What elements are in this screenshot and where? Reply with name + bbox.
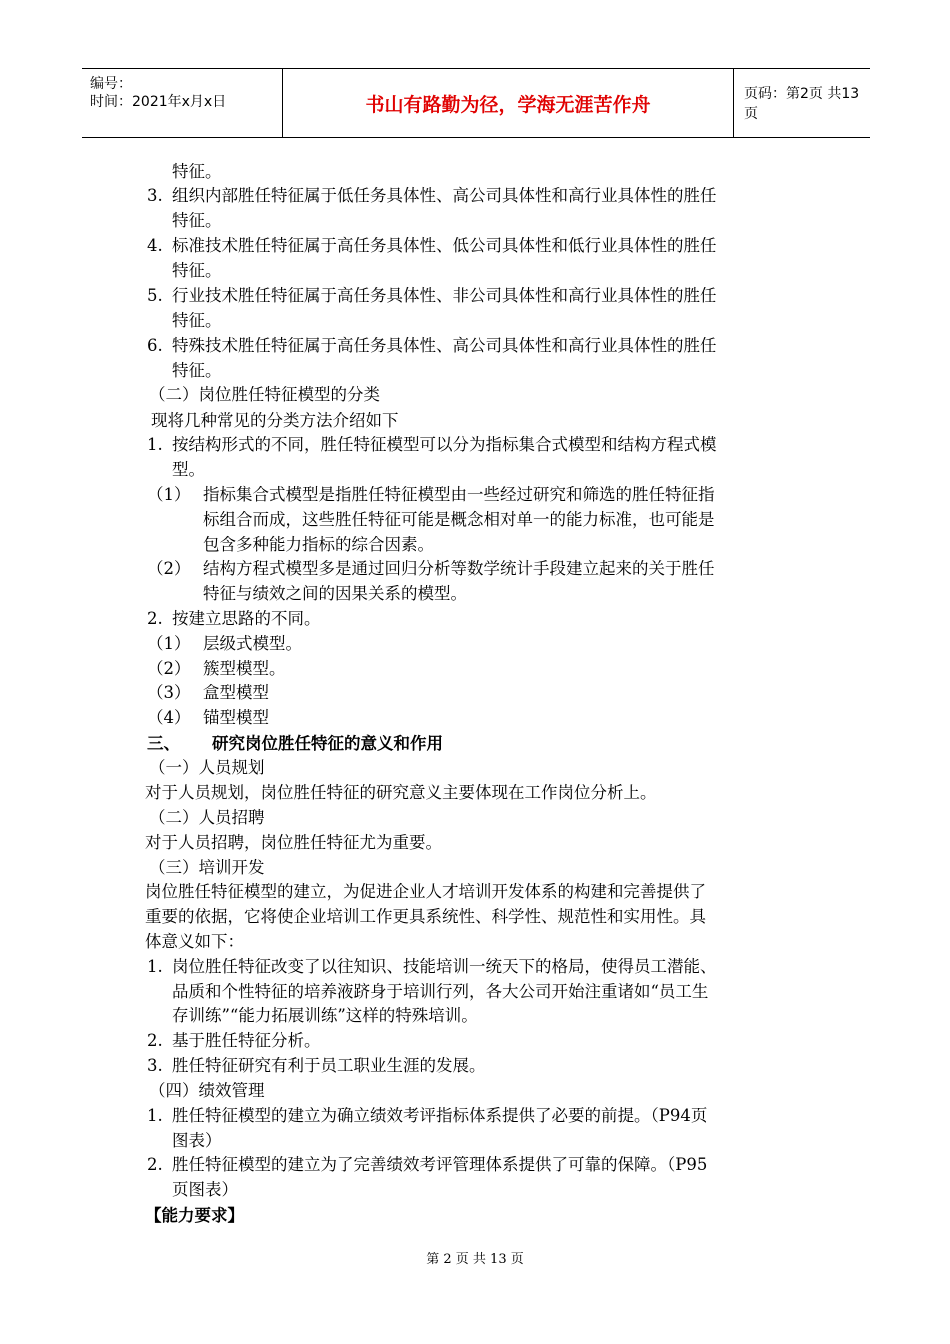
text-line: 岗位胜任特征改变了以往知识、技能培训一统天下的格局，使得员工潜能、 [172, 957, 717, 976]
list-number: 1. [147, 435, 163, 454]
text-line: 锚型模型 [203, 708, 269, 727]
text-line: 特征。 [172, 162, 222, 181]
text-line: 现将几种常见的分类方法介绍如下 [151, 411, 399, 430]
page-header [82, 68, 870, 138]
list-number: 三、 [147, 734, 180, 753]
text-line: 体意义如下： [145, 932, 244, 951]
header-page-info: 页码：第2页 共13页 [744, 86, 860, 122]
text-line: 胜任特征模型的建立为了完善绩效考评管理体系提供了可靠的保障。（P95 [172, 1155, 708, 1174]
list-number: 6. [147, 336, 163, 355]
text-line: 【能力要求】 [145, 1206, 244, 1225]
text-line: 存训练”“能力拓展训练”这样的特殊培训。 [172, 1006, 478, 1025]
text-line: 盒型模型 [203, 683, 269, 702]
list-number: （2） [147, 659, 191, 678]
text-line: 指标集合式模型是指胜任特征模型由一些经过研究和筛选的胜任特征指 [203, 485, 715, 504]
list-number: （4） [147, 708, 191, 727]
text-line: （三）培训开发 [149, 858, 265, 877]
text-line: 页图表） [172, 1180, 238, 1199]
text-line: 包含多种能力指标的综合因素。 [203, 535, 434, 554]
header-motto: 书山有路勤为径，学海无涯苦作舟 [282, 69, 734, 137]
text-line: 按结构形式的不同，胜任特征模型可以分为指标集合式模型和结构方程式模 [172, 435, 717, 454]
list-number: 2. [147, 1155, 163, 1174]
text-line: 研究岗位胜任特征的意义和作用 [212, 734, 443, 753]
text-line: 层级式模型。 [203, 634, 302, 653]
text-line: 按建立思路的不同。 [172, 609, 321, 628]
list-number: （1） [147, 634, 191, 653]
list-number: 5. [147, 286, 163, 305]
text-line: 特征。 [172, 261, 222, 280]
text-line: 特征。 [172, 211, 222, 230]
text-line: 特征。 [172, 361, 222, 380]
text-line: 簇型模型。 [203, 659, 286, 678]
doc-time-label: 时间：2021年x月x日 [90, 94, 227, 110]
text-line: 特征与绩效之间的因果关系的模型。 [203, 584, 467, 603]
text-line: （二）人员招聘 [149, 808, 265, 827]
text-line: 对于人员招聘，岗位胜任特征尤为重要。 [145, 833, 442, 852]
text-line: 品质和个性特征的培养液跻身于培训行列，各大公司开始注重诸如“员工生 [172, 982, 709, 1001]
text-line: 胜任特征模型的建立为确立绩效考评指标体系提供了必要的前提。（P94页 [172, 1106, 708, 1125]
text-line: 标组合而成，这些胜任特征可能是概念相对单一的能力标准，也可能是 [203, 510, 715, 529]
text-line: 行业技术胜任特征属于高任务具体性、非公司具体性和高行业具体性的胜任 [172, 286, 717, 305]
text-line: 结构方程式模型多是通过回归分析等数学统计手段建立起来的关于胜任 [203, 559, 715, 578]
text-line: 特殊技术胜任特征属于高任务具体性、高公司具体性和高行业具体性的胜任 [172, 336, 717, 355]
list-number: （3） [147, 683, 191, 702]
text-line: 重要的依据，它将使企业培训工作更具系统性、科学性、规范性和实用性。具 [145, 907, 706, 926]
text-line: （一）人员规划 [149, 758, 265, 777]
list-number: 2. [147, 609, 163, 628]
text-line: 型。 [172, 460, 205, 479]
text-line: 对于人员规划，岗位胜任特征的研究意义主要体现在工作岗位分析上。 [145, 783, 657, 802]
list-number: 4. [147, 236, 163, 255]
list-number: （1） [147, 485, 191, 504]
doc-id-label: 编号： [90, 76, 132, 92]
header-meta [82, 69, 282, 137]
page-footer: 第 2 页 共 13 页 [426, 1252, 524, 1267]
text-line: 胜任特征研究有利于员工职业生涯的发展。 [172, 1056, 486, 1075]
text-line: 岗位胜任特征模型的建立，为促进企业人才培训开发体系的构建和完善提供了 [145, 882, 706, 901]
list-number: 3. [147, 1056, 163, 1075]
list-number: 1. [147, 1106, 163, 1125]
list-number: 2. [147, 1031, 163, 1050]
text-line: 组织内部胜任特征属于低任务具体性、高公司具体性和高行业具体性的胜任 [172, 186, 717, 205]
text-line: 特征。 [172, 311, 222, 330]
text-line: 标准技术胜任特征属于高任务具体性、低公司具体性和低行业具体性的胜任 [172, 236, 717, 255]
list-number: 1. [147, 957, 163, 976]
list-number: （2） [147, 559, 191, 578]
text-line: 图表） [172, 1131, 222, 1150]
text-line: 基于胜任特征分析。 [172, 1031, 321, 1050]
text-line: （二）岗位胜任特征模型的分类 [149, 385, 380, 404]
list-number: 3. [147, 186, 163, 205]
text-line: （四）绩效管理 [149, 1081, 265, 1100]
